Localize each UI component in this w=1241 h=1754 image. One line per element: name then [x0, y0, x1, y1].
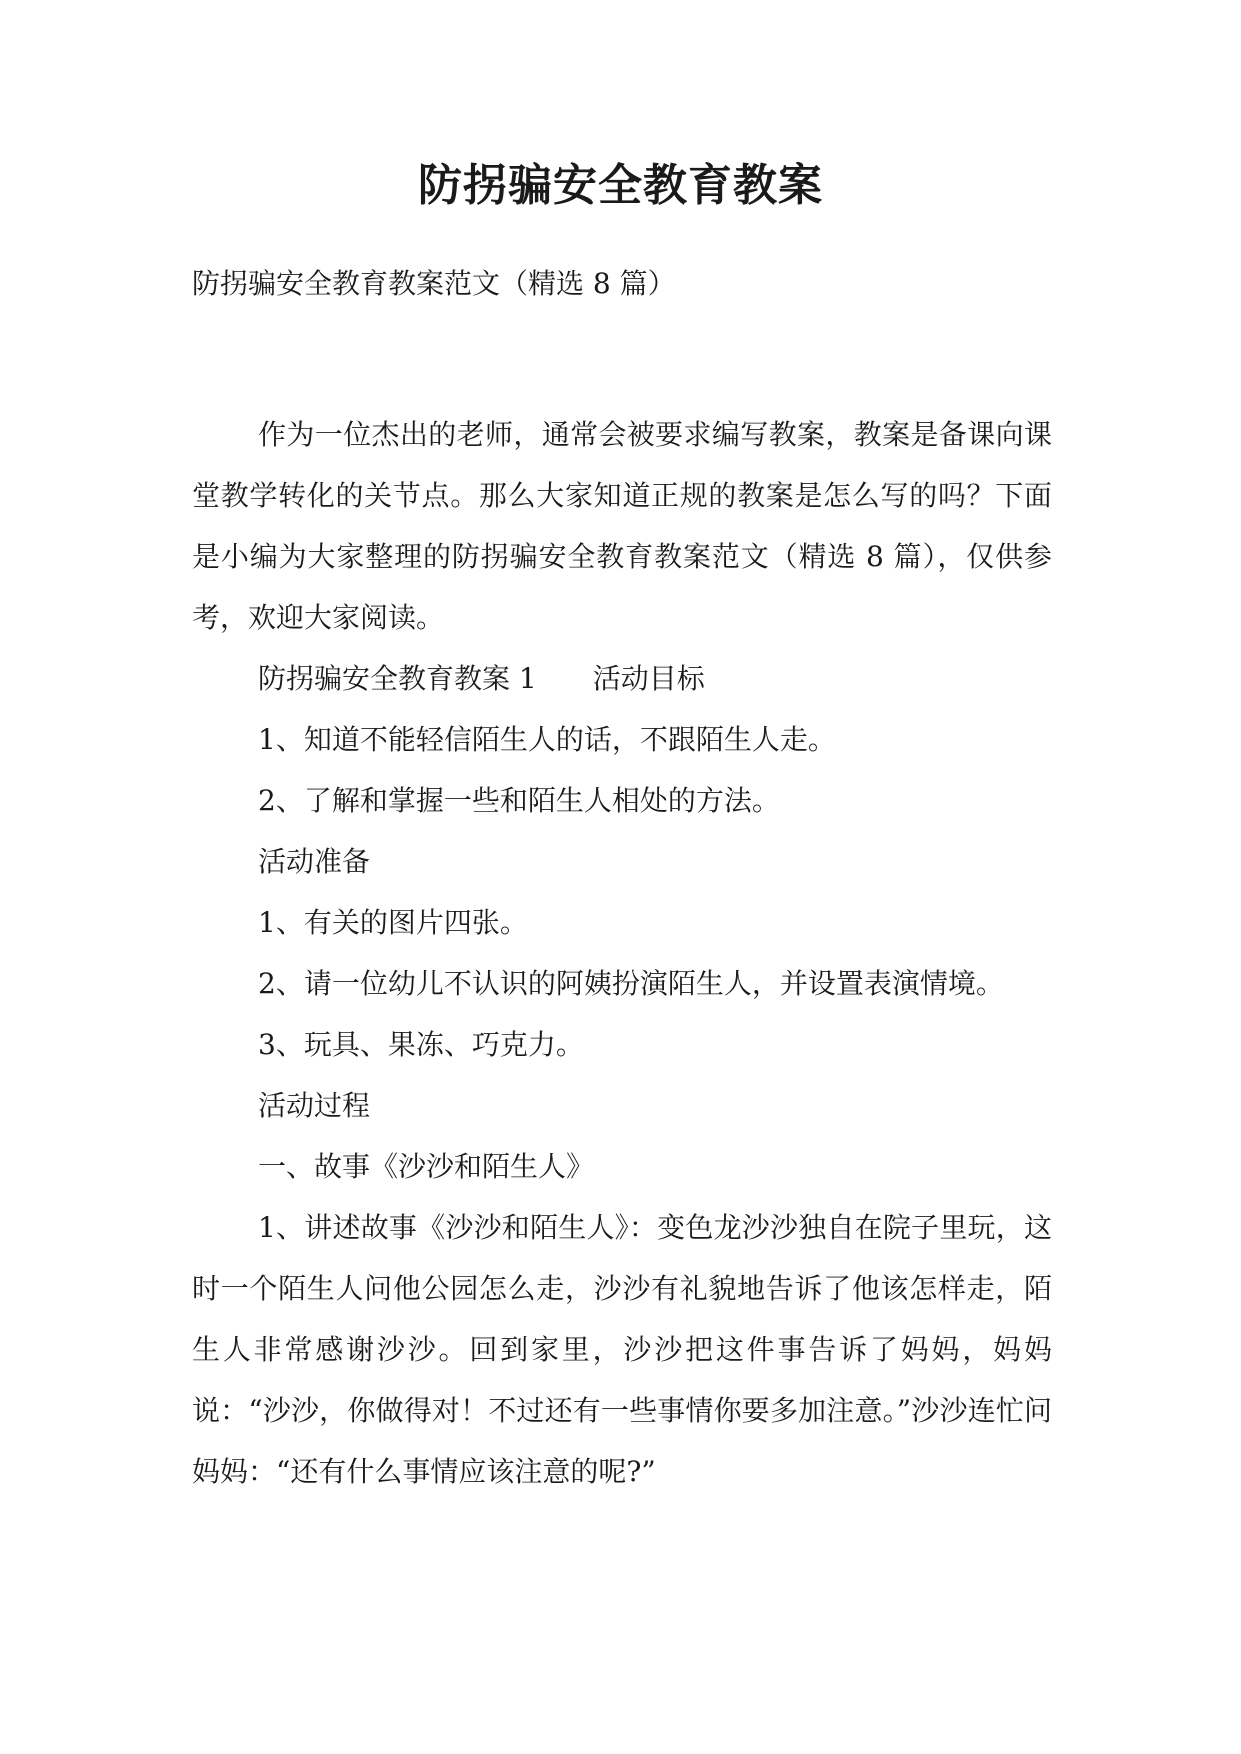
section-heading: 活动准备	[258, 845, 371, 878]
intro-paragraph: 作为一位杰出的老师，通常会被要求编写教案，教案是备课向课堂教学转化的关节点。那么大家知道正规的教案是怎么写的吗？下面是小编为大家整理的防拐骗安全教育教案范文（精选 8 篇），仅供参考，欢迎大家阅读。	[192, 418, 1052, 634]
section-heading: 活动过程	[258, 1089, 371, 1122]
preparation-item: 1、有关的图片四张。	[258, 906, 528, 939]
subsection-heading: 一、故事《沙沙和陌生人》	[258, 1150, 595, 1183]
goal-item: 2、了解和掌握一些和陌生人相处的方法。	[258, 784, 780, 817]
story-paragraph: 1、讲述故事《沙沙和陌生人》：变色龙沙沙独自在院子里玩，这时一个陌生人问他公园怎么走，沙沙有礼貌地告诉了他该怎样走，陌生人非常感谢沙沙。回到家里，沙沙把这件事告诉了妈妈，妈妈说：“沙沙，你做得对！不过还有一些事情你要多加注意。”沙沙连忙问妈妈：“还有什么事情应该注意的呢?”	[192, 1211, 1052, 1488]
preparation-item: 3、玩具、果冻、巧克力。	[258, 1028, 584, 1061]
lesson-heading: 防拐骗安全教育教案 1 活动目标	[258, 662, 705, 695]
preparation-item: 2、请一位幼儿不认识的阿姨扮演陌生人，并设置表演情境。	[258, 967, 1004, 1000]
document-subtitle: 防拐骗安全教育教案范文（精选 8 篇）	[192, 267, 676, 300]
document-title: 防拐骗安全教育教案	[418, 160, 823, 211]
goal-item: 1、知道不能轻信陌生人的话，不跟陌生人走。	[258, 723, 836, 756]
document-body	[192, 404, 1052, 1502]
